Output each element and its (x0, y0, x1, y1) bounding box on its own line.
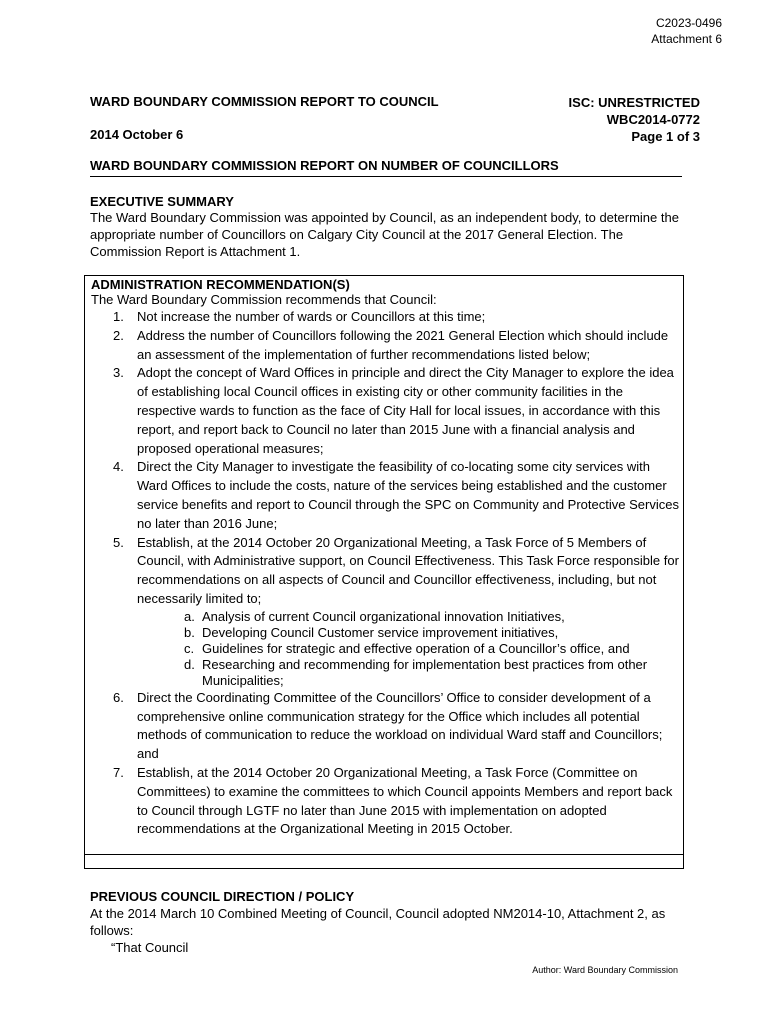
item-text: Direct the Coordinating Committee of the Councillors’ Office to consider development of a comprehensive online communication strategy for the Office which includes all potential methods of communication to reduce the workload on individual Ward staff and Councillors; and (137, 689, 663, 762)
sub-item-letter: a. (184, 608, 195, 624)
sub-item-text: Developing Council Customer service improvement initiatives, (202, 624, 559, 640)
footer-author: Author: Ward Boundary Commission (532, 965, 678, 975)
sub-item-text: Analysis of current Council organizational innovation Initiatives, (202, 608, 565, 624)
item-number: 4. (113, 459, 124, 475)
page-number: Page 1 of 3 (631, 129, 700, 144)
recommendation-item (91, 327, 681, 365)
sub-item (91, 609, 681, 625)
sub-item-letter: c. (184, 640, 195, 656)
previous-direction-quote: “That Council (111, 940, 189, 955)
item-text: Adopt the concept of Ward Offices in principle and direct the City Manager to explore the idea of establishing local Council offices in existing city or other community facilities in the respective wards to function as the face of City Hall for local issues, in accordance with this report, and report back to Council no later than 2015 June with a financial analysis and proposed operational measures; (137, 365, 674, 456)
box-bottom-row-divider (85, 854, 683, 855)
classification-label: ISC: UNRESTRICTED (568, 95, 700, 110)
item-text: Establish, at the 2014 October 20 Organizational Meeting, a Task Force of 5 Members of Council, with Administrative support, on Council Effectiveness. This Task Force responsible for recommendations on all aspects of Council and Councillor effectiveness, including, but not necessarily limited to; (137, 534, 679, 606)
report-id: WBC2014-0772 (606, 112, 700, 127)
executive-summary-text: The Ward Boundary Commission was appointed by Council, as an independent body, to determine the appropriate number of Councillors on Calgary City Council at the 2017 General Election. The Commission Report is Attachment 1. (90, 210, 679, 259)
item-number: 2. (113, 327, 124, 343)
sub-item-letter: d. (184, 656, 195, 672)
document-reference (651, 15, 722, 47)
item-number: 7. (113, 764, 124, 780)
recommendations-content (91, 278, 681, 839)
item-number: 1. (113, 309, 124, 324)
recommendations-heading: ADMINISTRATION RECOMMENDATION(S) (91, 277, 350, 292)
recommendation-item (91, 689, 681, 764)
recommendation-item (91, 458, 681, 533)
recommendations-intro: The Ward Boundary Commission recommends that Council: (91, 292, 437, 307)
sub-item-letter: b. (184, 624, 195, 640)
item-text: Address the number of Councillors following the 2021 General Election which should include an assessment of the implementation of further recommendations listed below; (137, 327, 669, 362)
report-title: WARD BOUNDARY COMMISSION REPORT TO COUNCIL (90, 94, 439, 109)
recommendation-item (91, 308, 681, 327)
item-number: 3. (113, 365, 124, 381)
item-text: Direct the City Manager to investigate the feasibility of co-locating some city services with Ward Offices to include the costs, nature of the services being established and the customer service benefits and report to Council through the SPC on Community and Protective Services no later than 2016 June; (137, 459, 679, 531)
sub-item-text: Guidelines for strategic and effective operation of a Councillor’s office, and (202, 640, 630, 656)
report-subject: WARD BOUNDARY COMMISSION REPORT ON NUMBER OF COUNCILLORS (90, 158, 559, 173)
item-text: Establish, at the 2014 October 20 Organizational Meeting, a Task Force (Committee on Committees) to examine the committees to which Council appoints Members and report back to Council through LGTF no later than June 2015 with implementation on adopted recommendations at the Organizational Meeting in 2015 October. (137, 764, 673, 837)
sub-item (91, 657, 681, 689)
report-date: 2014 October 6 (90, 127, 184, 142)
document-number: C2023-0496 (655, 16, 722, 30)
previous-direction-text: At the 2014 March 10 Combined Meeting of Council, Council adopted NM2014-10, Attachment 2, as follows: (90, 906, 666, 938)
recommendations-box (84, 275, 684, 869)
header-divider (90, 176, 682, 177)
sub-item (91, 641, 681, 657)
executive-summary-heading: EXECUTIVE SUMMARY (90, 194, 234, 209)
item-text: Not increase the number of wards or Councillors at this time; (137, 309, 486, 324)
recommendation-item (91, 534, 681, 609)
recommendation-item (91, 764, 681, 839)
item-number: 5. (113, 534, 124, 550)
recommendation-item (91, 364, 681, 458)
attachment-label: Attachment 6 (651, 32, 722, 46)
sub-item-text: Researching and recommending for implementation best practices from other Municipalities; (202, 656, 648, 688)
sub-item (91, 625, 681, 641)
item-number: 6. (113, 689, 124, 705)
previous-direction-heading: PREVIOUS COUNCIL DIRECTION / POLICY (90, 889, 355, 904)
